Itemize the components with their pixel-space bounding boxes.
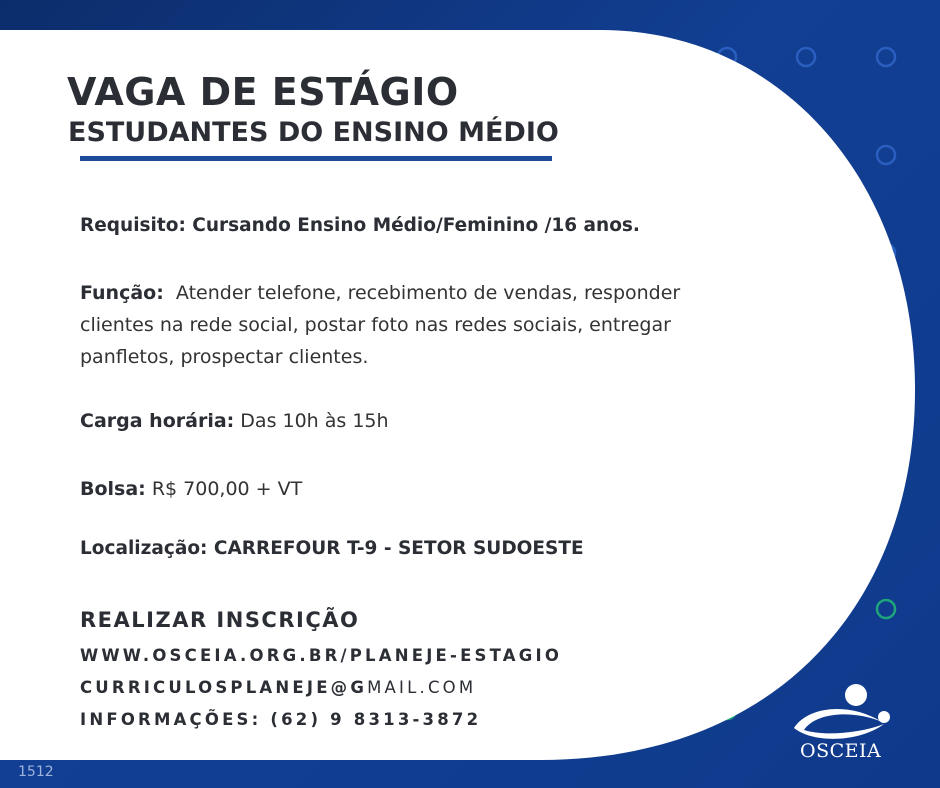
email-bold: CURRICULOSPLANEJE@G [80,678,368,697]
carga-paragraph [80,405,389,437]
carga-text: Das 10h às 15h [240,410,389,432]
inscricao-heading: REALIZAR INSCRIÇÃO [80,608,360,632]
website-link[interactable]: WWW.OSCEIA.ORG.BR/PLANEJE-ESTAGIO [80,646,563,665]
requisito-text: Requisito: Cursando Ensino Médio/Feminino /16 anos. [80,215,640,236]
funcao-paragraph [80,277,740,373]
image-code: 1512 [18,764,54,780]
email-rest: MAIL.COM [367,678,477,697]
funcao-text: Atender telefone, recebimento de vendas, responder clientes na rede social, postar foto nas redes sociais, entregar panfletos, prospectar clientes. [80,282,681,368]
page-subtitle: ESTUDANTES DO ENSINO MÉDIO [68,117,559,148]
phone-text: INFORMAÇÕES: (62) 9 8313-3872 [80,710,482,729]
bolsa-label: Bolsa: [80,478,146,500]
email-link[interactable] [80,678,476,697]
funcao-label: Função: [80,282,164,304]
localizacao-text: Localização: CARREFOUR T-9 - SETOR SUDOESTE [80,538,584,559]
logo-text: OSCEIA [800,740,882,762]
page-title: VAGA DE ESTÁGIO [67,70,459,114]
carga-label: Carga horária: [80,410,235,432]
title-underline [80,156,552,161]
bolsa-text: R$ 700,00 + VT [151,478,303,500]
bolsa-paragraph [80,473,302,505]
